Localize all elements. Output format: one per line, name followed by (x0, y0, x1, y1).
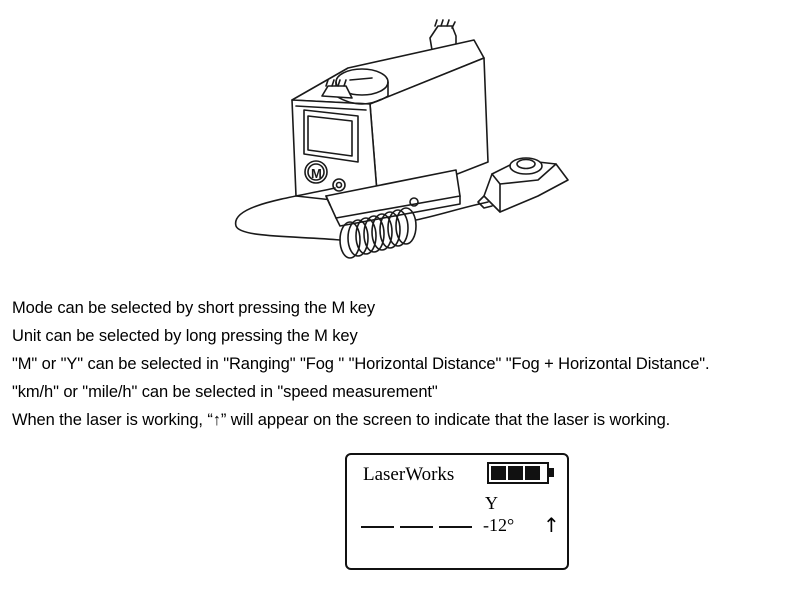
battery-cell (491, 466, 506, 480)
lcd-screen (345, 453, 569, 570)
screen-unit: Y (485, 493, 498, 513)
instruction-speed-units: "km/h" or "mile/h" can be selected in "speed measurement" (12, 383, 438, 401)
remote-switch-icon (478, 158, 568, 212)
battery-cell (508, 466, 523, 480)
instruction-unit-modes: "M" or "Y" can be selected in "Ranging" "Fog " "Horizontal Distance" "Fog + Horizontal Distance". (12, 355, 710, 373)
battery-cap (549, 468, 554, 477)
battery-cell (525, 466, 540, 480)
screen-angle: -12° (483, 515, 515, 535)
instruction-unit-select: Unit can be selected by long pressing the M key (12, 327, 358, 345)
rangefinder-illustration (0, 0, 800, 290)
distance-placeholder (361, 526, 472, 528)
laser-indicator-icon: ↑ (543, 513, 560, 537)
m-key-label: M (311, 166, 322, 181)
instruction-mode-select: Mode can be selected by short pressing the M key (12, 299, 375, 317)
distance-dash (400, 526, 433, 528)
screen-brand: LaserWorks (363, 464, 455, 485)
instructions-block (12, 294, 798, 434)
distance-dash (439, 526, 472, 528)
distance-dash (361, 526, 394, 528)
battery-icon (487, 462, 549, 484)
instruction-laser-indicator: When the laser is working, “↑” will appear on the screen to indicate that the laser is working. (12, 411, 671, 429)
